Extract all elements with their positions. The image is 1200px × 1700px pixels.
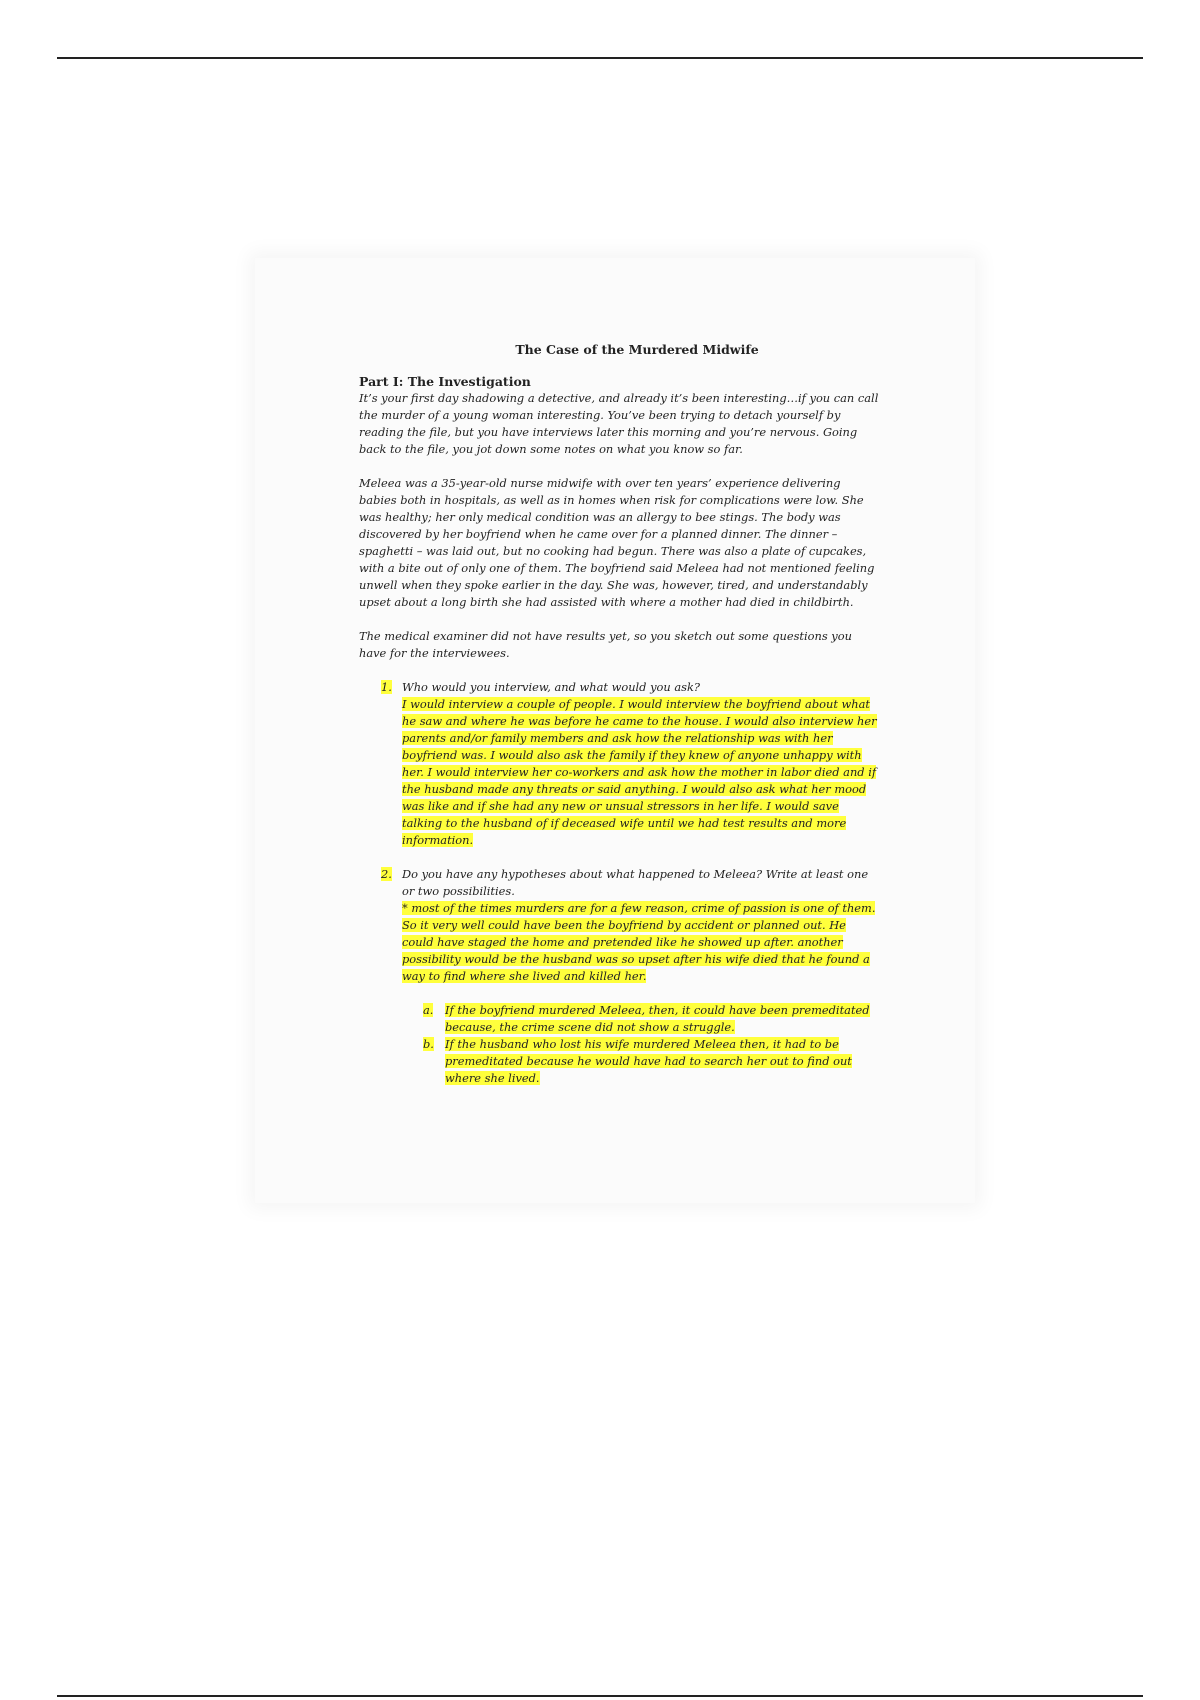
part-heading: Part I: The Investigation xyxy=(359,374,531,389)
sub-answer-text: If the boyfriend murdered Meleea, then, it could have been premeditated because, the crime scene did not show a struggle. xyxy=(445,1003,870,1034)
top-rule xyxy=(57,57,1143,59)
question-number: 2. xyxy=(381,867,392,881)
question-text: Do you have any hypotheses about what happened to Meleea? Write at least one or two possibilities. xyxy=(402,867,869,898)
sub-answer-a xyxy=(359,1002,879,1036)
question-1 xyxy=(359,679,879,849)
transition-paragraph: The medical examiner did not have results yet, so you sketch out some questions you have for the interviewees. xyxy=(359,629,852,660)
answer-text: * most of the times murders are for a few reason, crime of passion is one of them. So it very well could have been the boyfriend by accident or planned out. He could have staged the home and pretended like he showed up after. another possibility would be the husband was so upset after his wife died that he found a way to find where she lived and killed her. xyxy=(402,901,876,983)
question-number: 1. xyxy=(381,680,392,694)
bottom-rule xyxy=(57,1695,1143,1697)
intro-paragraph: It’s your first day shadowing a detective, and already it’s been interesting…if you can call the murder of a young woman interesting. You’ve been trying to detach yourself by reading the file, but you have interviews later this morning and you’re nervous. Going back to the file, you jot down some notes on what you know so far. xyxy=(359,391,879,456)
document-body xyxy=(359,341,879,1087)
sub-answer-b xyxy=(359,1036,879,1087)
facts-paragraph: Meleea was a 35-year-old nurse midwife with over ten years’ experience delivering babies both in hospitals, as well as in homes when risk for complications were low. She was healthy; her only medical condition was an allergy to bee stings. The body was discovered by her boyfriend when he came over for a planned dinner. The dinner – spaghetti – was laid out, but no cooking had begun. There was also a plate of cupcakes, with a bite out of only one of them. The boyfriend said Meleea had not mentioned feeling unwell when they spoke earlier in the day. She was, however, tired, and understandably upset about a long birth she had assisted with where a mother had died in childbirth. xyxy=(359,476,875,609)
question-text: Who would you interview, and what would you ask? xyxy=(402,680,700,694)
document-title: The Case of the Murdered Midwife xyxy=(515,342,759,357)
answer-text: I would interview a couple of people. I would interview the boyfriend about what he saw and where he was before he came to the house. I would also interview her parents and/or family members and ask how the relationship was with her boyfriend was. I would also ask the family if they knew of anyone unhappy with her. I would interview her co-workers and ask how the mother in labor died and if the husband made any threats or said anything. I would also ask what her mood was like and if she had any new or unsual stressors in her life. I would save talking to the husband of if deceased wife until we had test results and more information. xyxy=(402,697,877,847)
sub-answer-letter: b. xyxy=(423,1037,434,1051)
sub-answer-letter: a. xyxy=(423,1003,434,1017)
question-2 xyxy=(359,866,879,985)
sub-answer-text: If the husband who lost his wife murdered Meleea then, it had to be premeditated because he would have had to search her out to find out where she lived. xyxy=(445,1037,852,1085)
